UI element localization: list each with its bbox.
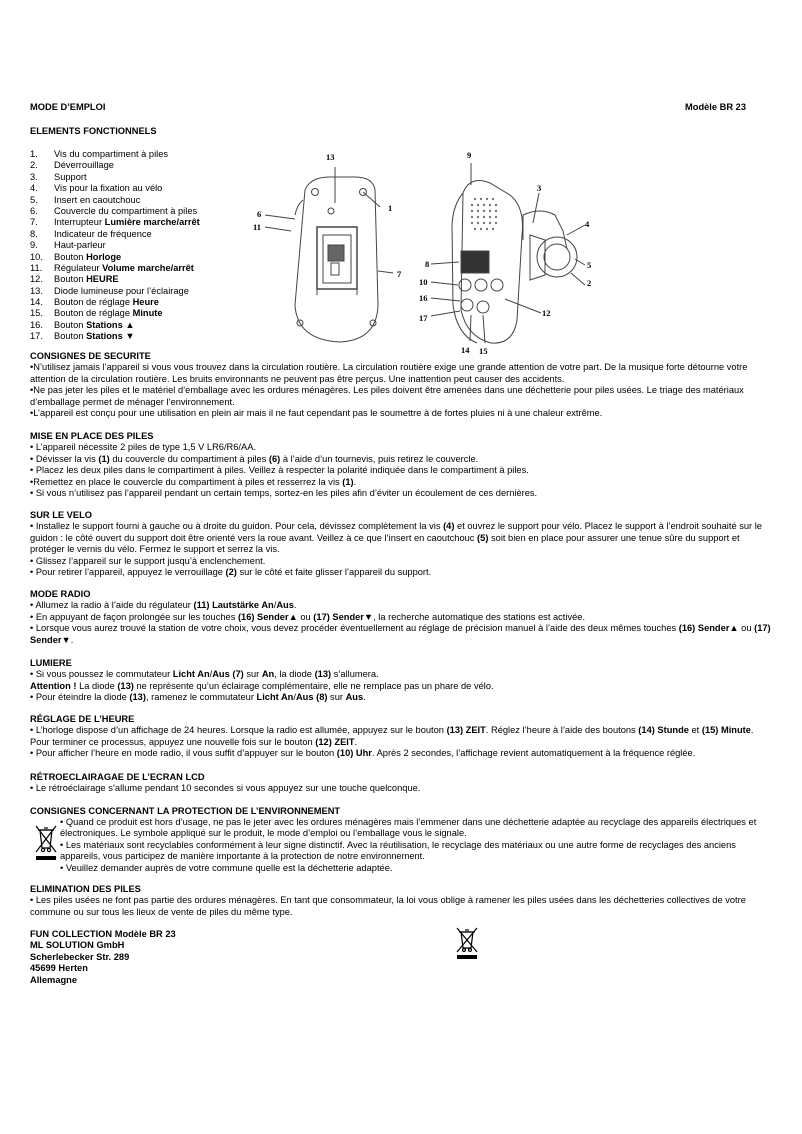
paragraph: • Pour éteindre la diode (13), ramenez le commutateur Licht An/Aus (8) sur Aus. [30,692,366,703]
list-item: 15. Bouton de réglage Minute [30,308,163,319]
list-item: 5. Insert en caoutchouc [30,194,141,205]
model-label: Modèle BR 23 [685,102,746,112]
list-item: 10. Bouton Horloge [30,251,122,262]
section-retro [30,772,775,795]
paragraph: • Veuillez demander auprès de votre commune quelle est la déchetterie adaptée. [60,862,393,873]
weee-bin-icon [454,926,480,962]
callout-14: 14 [461,345,470,355]
callout-13: 13 [326,152,335,162]
callout-5: 5 [587,260,592,270]
paragraph: • Glissez l’appareil sur le support jusqu’à enclenchement. [30,555,266,566]
section-environnement-body [60,817,775,874]
address-block [30,929,176,986]
list-item: 6. Couvercle du compartiment à piles [30,205,198,216]
list-item: 4. Vis pour la fixation au vélo [30,183,163,194]
address-line: 45699 Herten [30,963,88,974]
callout-2: 2 [587,278,592,288]
list-item: 12. Bouton HEURE [30,274,119,285]
list-item: 11. Régulateur Volume marche/arrêt [30,262,194,273]
page-header [30,102,746,113]
paragraph: Attention ! La diode (13) ne représente qu’un éclairage complémentaire, elle ne remplace pas un phare de vélo. [30,680,494,691]
list-item: 8. Indicateur de fréquence [30,228,152,239]
paragraph: • Pour afficher l’heure en mode radio, il vous suffit d’appuyer sur le bouton (10) Uhr. Après 2 secondes, l’affichage revient automatiquement à la fréquence réglée. [30,748,696,759]
callout-3: 3 [537,183,542,193]
paragraph: • L’horloge dispose d’un affichage de 24 heures. Lorsque la radio est allumée, appuyez sur le bouton (13) ZEIT. Réglez l’heure à l’aide des boutons (14) Stunde et (15) Minute. Pour terminer ce processus, appuyez une nouvelle fois sur le bouton (12) ZEIT. [30,725,754,747]
section-heading: MISE EN PLACE DES PILES [30,431,154,441]
callout-7: 7 [397,269,402,279]
section-heading: CONSIGNES CONCERNANT LA PROTECTION DE L’ENVIRONNEMENT [30,806,341,816]
list-item: 7. Interrupteur Lumière marche/arrêt [30,217,200,228]
paragraph: • Si vous poussez le commutateur Licht An/Aus (7) sur An, la diode (13) s’allumera. [30,669,379,680]
paragraph: • Les matériaux sont recyclables conformément à leur signe distinctif. Avec la réutilisation, le recyclage des matériaux ou une autre forme de recyclages des anciens appareils, vous participez de manière importante à la protection de notre environnement. [60,839,736,862]
section-heading: ELIMINATION DES PILES [30,884,141,894]
paragraph: •Remettez en place le couvercle du compartiment à piles et resserrez la vis (1). [30,476,357,487]
address-line: Scherlebecker Str. 289 [30,951,130,962]
callout-12: 12 [542,308,551,318]
callout-6: 6 [257,209,262,219]
device-diagram [245,145,605,360]
paragraph: • Dévisser la vis (1) du couvercle du compartiment à piles (6) à l’aide d’un tournevis, puis retirez le couvercle. [30,453,479,464]
paragraph: •L’appareil est conçu pour une utilisation en plein air mais il ne faut cependant pas le soumettre à de fortes pluies ni à une chaleur extrême. [30,408,603,419]
list-item: 14. Bouton de réglage Heure [30,297,159,308]
paragraph: • Le rétroéclairage s’allume pendant 10 secondes si vous appuyez sur une touche quelconque. [30,783,421,794]
paragraph: • Si vous n’utilisez pas l’appareil pendant un certain temps, sortez-en les piles afin d’éviter un écoulement de ces dernières. [30,488,538,499]
paragraph: • En appuyant de façon prolongée sur les touches (16) Sender▲ ou (17) Sender▼, la recherche automatique des stations est activée. [30,611,586,622]
paragraph: • Installez le support fourni à gauche ou à droite du guidon. Pour cela, dévissez complètement la vis (4) et ouvrez le support pour vélo. Placez le support à l’endroit souhaité sur le guidon : le côté ouvert du support doit être orienté vers la roue avant. Veillez à ce que l’insert en caoutchouc (5) soit bien en place pour assurer une tenue sûre du support et protéger le vernis du vélo. Fermez le support et serrez la vis. [30,521,762,555]
paragraph: • Lorsque vous aurez trouvé la station de votre choix, vous devez procéder éventuellement au réglage de précision manuel à l’aide des deux mêmes touches (16) Sender▲ ou (17) Sender▼. [30,623,771,645]
callout-4: 4 [585,219,590,229]
elements-heading: ELEMENTS FONCTIONNELS [30,126,157,136]
callout-1: 1 [388,203,393,213]
paragraph: • Pour retirer l’appareil, appuyez le verrouillage (2) sur le côté et faite glisser l’appareil du support. [30,567,432,578]
elements-list [30,149,200,343]
section-heading: SUR LE VELO [30,510,92,520]
list-item: 3. Support [30,171,87,182]
section-piles [30,431,775,499]
callout-10: 10 [419,277,428,287]
section-environnement [30,806,775,817]
section-heading: MODE RADIO [30,589,91,599]
section-heading: CONSIGNES DE SECURITE [30,351,151,361]
list-item: 2. Déverrouillage [30,160,114,171]
address-line: Allemagne [30,974,78,985]
callout-11: 11 [253,222,262,232]
paragraph: • Placez les deux piles dans le compartiment à piles. Veillez à respecter la polarité indiquée dans le compartiment à piles. [30,465,529,476]
address-line: FUN COLLECTION Modèle BR 23 [30,929,176,939]
callout-15: 15 [479,346,488,356]
section-securite [30,351,775,419]
weee-bin-icon [34,824,58,864]
paragraph: •N’utilisez jamais l’appareil si vous vous trouvez dans la circulation routière. La circulation routière exige une grande attention de votre part. De la musique forte détourne votre attention de la circulation routière. Les bruits environnants ne peuvent pas être perçus. Une inattention peut causer des accidents. [30,362,748,384]
section-elimination [30,884,775,918]
section-lumiere [30,658,775,704]
section-velo [30,510,775,578]
paragraph: • L’appareil nécessite 2 piles de type 1,5 V LR6/R6/AA. [30,442,256,453]
callout-17: 17 [419,313,428,323]
section-radio [30,589,775,646]
list-item: 9. Haut-parleur [30,240,106,251]
section-heure [30,714,775,760]
list-item: 13. Diode lumineuse pour l’éclairage [30,285,189,296]
section-heading: RÉTROECLAIRAGAE DE L’ECRAN LCD [30,772,205,782]
paragraph: • Les piles usées ne font pas partie des ordures ménagères. En tant que consommateur, la loi vous oblige à ramener les piles usées dans les déchetteries collectives de votre commune ou sur tous les lieux de vente de piles du même type. [30,895,746,917]
section-heading: LUMIERE [30,658,72,668]
list-item: 1. Vis du compartiment à piles [30,149,169,159]
address-line: ML SOLUTION GmbH [30,940,125,951]
callout-16: 16 [419,293,428,303]
callout-9: 9 [467,150,472,160]
paragraph: •Ne pas jeter les piles et le matériel d’emballage avec les ordures ménagères. Les piles doivent être amenées dans une déchetterie pour piles usées. Le triage des matériaux d’emballage permet de ménager l’environnement. [30,385,744,407]
list-item: 17. Bouton Stations ▼ [30,331,135,342]
section-heading: RÉGLAGE DE L’HEURE [30,714,135,724]
list-item: 16. Bouton Stations ▲ [30,319,135,330]
paragraph: • Allumez la radio à l’aide du régulateur (11) Lautstärke An/Aus. [30,600,297,611]
manual-title: MODE D’EMPLOI [30,102,106,112]
callout-8: 8 [425,259,430,269]
paragraph: • Quand ce produit est hors d’usage, ne pas le jeter avec les ordures ménagères mais l’emmener dans une déchetterie adaptée au recyclage des appareils électriques et électroniques. Le symbole appliqué sur le produit, le mode d’emploi ou l’emballage vous le signale. [60,817,757,839]
